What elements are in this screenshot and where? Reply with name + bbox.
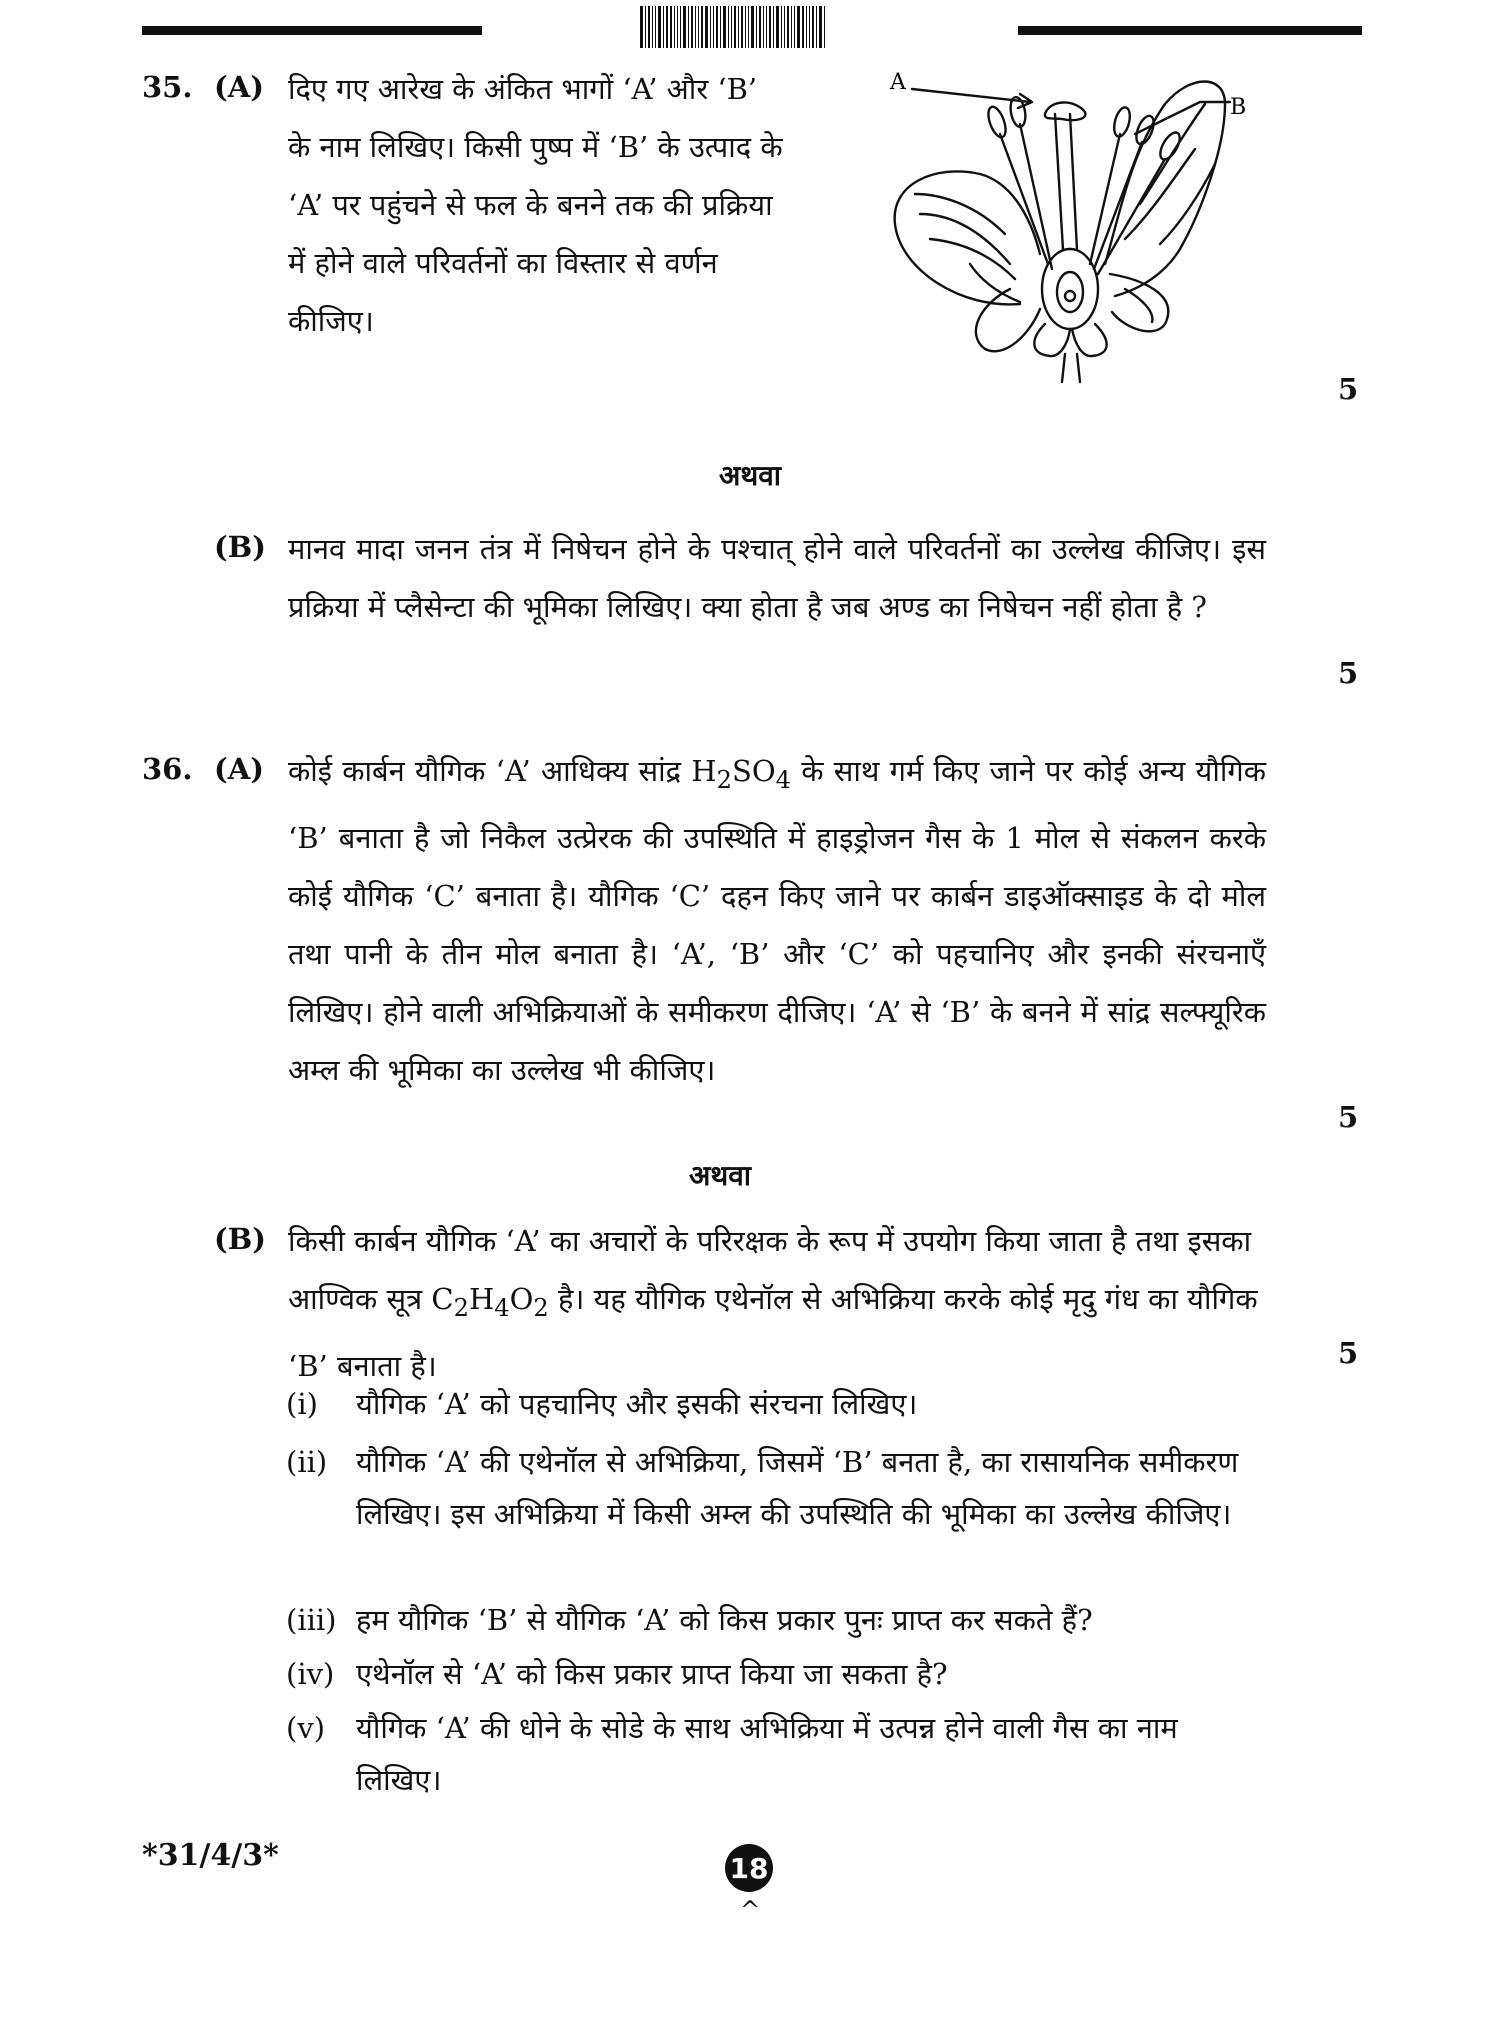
barcode-stripe xyxy=(683,6,686,48)
barcode-stripe xyxy=(819,6,822,48)
barcode-stripe xyxy=(648,6,650,48)
barcode-stripe xyxy=(738,6,739,48)
barcode-stripe xyxy=(728,6,729,48)
q35-or-separator: अथवा xyxy=(718,459,782,492)
q35-a-marks: 5 xyxy=(1338,372,1359,406)
petal-right xyxy=(1105,82,1225,297)
q36-option-b-label: (B) xyxy=(214,1222,266,1256)
q36-subpart-ii xyxy=(286,1436,1276,1592)
barcode-stripe xyxy=(751,6,754,48)
q35-b-marks: 5 xyxy=(1338,656,1359,690)
barcode-stripe xyxy=(776,6,779,48)
barcode-stripe xyxy=(791,6,792,48)
q35-option-b-text: मानव मादा जनन तंत्र में निषेचन होने के पश्चात् होने वाले परिवर्तनों का उल्लेख कीजिए। इस प्रक्रिया में प्लैसेन्टा की भूमिका लिखिए। क्या होता है जब अण्ड का निषेचन नहीं होता है ? xyxy=(288,532,1266,624)
barcode-stripe xyxy=(723,6,726,48)
barcode-stripe xyxy=(756,6,757,48)
question-number-36: 36. xyxy=(142,752,193,786)
q35-option-a-label: (A) xyxy=(214,70,264,104)
subpart-text: हम यौगिक ‘B’ से यौगिक ‘A’ को किस प्रकार पुनः प्राप्त कर सकते हैं? xyxy=(356,1603,1093,1637)
q35-option-a-text: दिए गए आरेख के अंकित भागों ‘A’ और ‘B’ के नाम लिखिए। किसी पुष्प में ‘B’ के उत्पाद के ‘A’ पर पहुंचने से फल के बनने तक की प्रक्रिया में होने वाले परिवर्तनों का विस्तार से वर्णन कीजिए। xyxy=(288,72,783,338)
barcode-stripe xyxy=(781,6,782,48)
barcode-stripe xyxy=(797,6,800,48)
barcode-stripe xyxy=(763,6,764,48)
subpart-number: (i) xyxy=(286,1387,318,1421)
c2h4o2-formula: $C_2H_4O_2$ xyxy=(431,1282,549,1322)
barcode-stripe xyxy=(731,6,732,48)
stigma xyxy=(1045,102,1086,120)
subpart-text: यौगिक ‘A’ को पहचानिए और इसकी संरचना लिखिए। xyxy=(356,1387,918,1421)
barcode-stripe xyxy=(802,6,804,48)
barcode-stripe xyxy=(658,6,661,48)
barcode-stripe xyxy=(652,6,653,48)
barcode-stripe xyxy=(773,6,774,48)
caret-mark: ^ xyxy=(740,1896,761,1924)
subpart-number: (ii) xyxy=(286,1445,328,1479)
barcode-stripe xyxy=(741,6,743,48)
barcode-stripe xyxy=(812,6,814,48)
barcode-stripe xyxy=(655,6,656,48)
barcode-stripe xyxy=(645,6,646,48)
q36-a-marks: 5 xyxy=(1338,1100,1359,1134)
barcode-stripe xyxy=(720,6,721,48)
barcode-stripe xyxy=(663,6,664,48)
q35-option-b-label: (B) xyxy=(214,530,266,564)
stamen-filament xyxy=(1000,134,1048,264)
barcode-stripe xyxy=(677,6,678,48)
barcode-stripe xyxy=(769,6,771,48)
style xyxy=(1055,114,1063,250)
q36-b-marks: 5 xyxy=(1338,1336,1359,1370)
paper-code: *31/4/3* xyxy=(142,1838,279,1873)
barcode-stripe xyxy=(713,6,714,48)
barcode-stripe xyxy=(748,6,749,48)
anther xyxy=(985,105,1009,140)
barcode-stripe xyxy=(640,6,643,48)
q36-subpart-v xyxy=(286,1702,1276,1806)
barcode xyxy=(640,6,860,48)
q36-subpart-i xyxy=(286,1378,1276,1430)
barcode-stripe xyxy=(666,6,668,48)
barcode-stripe xyxy=(710,6,711,48)
barcode-stripe xyxy=(759,6,761,48)
label-a-arrow xyxy=(912,89,1030,102)
q36-or-separator: अथवा xyxy=(688,1159,752,1192)
barcode-stripe xyxy=(766,6,767,48)
h2so4-formula: $H_2SO_4$ xyxy=(691,754,791,794)
barcode-stripe xyxy=(670,6,672,48)
subpart-text: एथेनॉल से ‘A’ को किस प्रकार प्राप्त किया जा सकता है? xyxy=(356,1657,948,1691)
barcode-stripe xyxy=(716,6,718,48)
subpart-number: (v) xyxy=(286,1711,326,1745)
barcode-stripe xyxy=(705,6,708,48)
barcode-stripe xyxy=(698,6,699,48)
header-rule-right xyxy=(1018,26,1362,35)
barcode-stripe xyxy=(816,6,817,48)
q36-subpart-iv xyxy=(286,1648,1276,1700)
question-number-35: 35. xyxy=(142,70,193,104)
barcode-stripe xyxy=(809,6,810,48)
barcode-stripe xyxy=(688,6,689,48)
q36-option-a-label: (A) xyxy=(214,752,264,786)
q36-subpart-iii xyxy=(286,1594,1276,1646)
subpart-number: (iv) xyxy=(286,1657,335,1691)
barcode-stripe xyxy=(824,6,825,48)
diagram-label-b: B xyxy=(1230,95,1247,120)
petal-left xyxy=(895,171,1040,304)
barcode-stripe xyxy=(784,6,785,48)
barcode-stripe xyxy=(794,6,795,48)
diagram-label-a: A xyxy=(890,70,906,95)
barcode-stripe xyxy=(695,6,696,48)
barcode-stripe xyxy=(745,6,746,48)
barcode-stripe xyxy=(806,6,807,48)
header-rule-left xyxy=(142,26,482,35)
q36-option-a-text: कोई कार्बन यौगिक ‘A’ आधिक्य सांद्र $H_2SO_4$ के साथ गर्म किए जाने पर कोई अन्य यौगिक ‘B’ बनाता है जो निकैल उत्प्रेरक की उपस्थिति में हाइड्रोजन गैस के 1 मोल से संकलन करके कोई यौगिक ‘C’ बनाता है। यौगिक ‘C’ दहन किए जाने पर कार्बन डाइऑक्साइड के दो मोल तथा पानी के तीन मोल बनाता है। ‘A’, ‘B’ और ‘C’ को पहचानिए और इनकी संरचनाएँ लिखिए। होने वाली अभिक्रियाओं के समीकरण दीजिए। ‘A’ से ‘B’ के बनने में सांद्र सल्फ्यूरिक अम्ल की भूमिका का उल्लेख भी कीजिए। xyxy=(288,754,1266,1087)
subpart-text: यौगिक ‘A’ की एथेनॉल से अभिक्रिया, जिसमें ‘B’ बनता है, का रासायनिक समीकरण लिखिए। इस अभिक्रिया में किसी अम्ल की उपस्थिति की भूमिका का उल्लेख कीजिए। xyxy=(356,1445,1239,1531)
barcode-stripe xyxy=(734,6,736,48)
barcode-stripe xyxy=(701,6,703,48)
subpart-text: यौगिक ‘A’ की धोने के सोडे के साथ अभिक्रिया में उत्पन्न होने वाली गैस का नाम लिखिए। xyxy=(356,1711,1178,1797)
subpart-number: (iii) xyxy=(286,1603,337,1637)
barcode-stripe xyxy=(680,6,681,48)
page-number-badge: 18 xyxy=(725,1844,773,1892)
barcode-stripe xyxy=(787,6,789,48)
barcode-stripe xyxy=(674,6,675,48)
flower-diagram xyxy=(880,64,1250,384)
q36-option-b-text: किसी कार्बन यौगिक ‘A’ का अचारों के परिरक्षक के रूप में उपयोग किया जाता है तथा इसका आण्विक सूत्र $C_2H_4O_2$ है। यह यौगिक एथेनॉल से अभिक्रिया करके कोई मृदु गंध का यौगिक ‘B’ बनाता है। xyxy=(288,1224,1258,1383)
stalk xyxy=(1062,354,1065,382)
barcode-stripe xyxy=(691,6,693,48)
